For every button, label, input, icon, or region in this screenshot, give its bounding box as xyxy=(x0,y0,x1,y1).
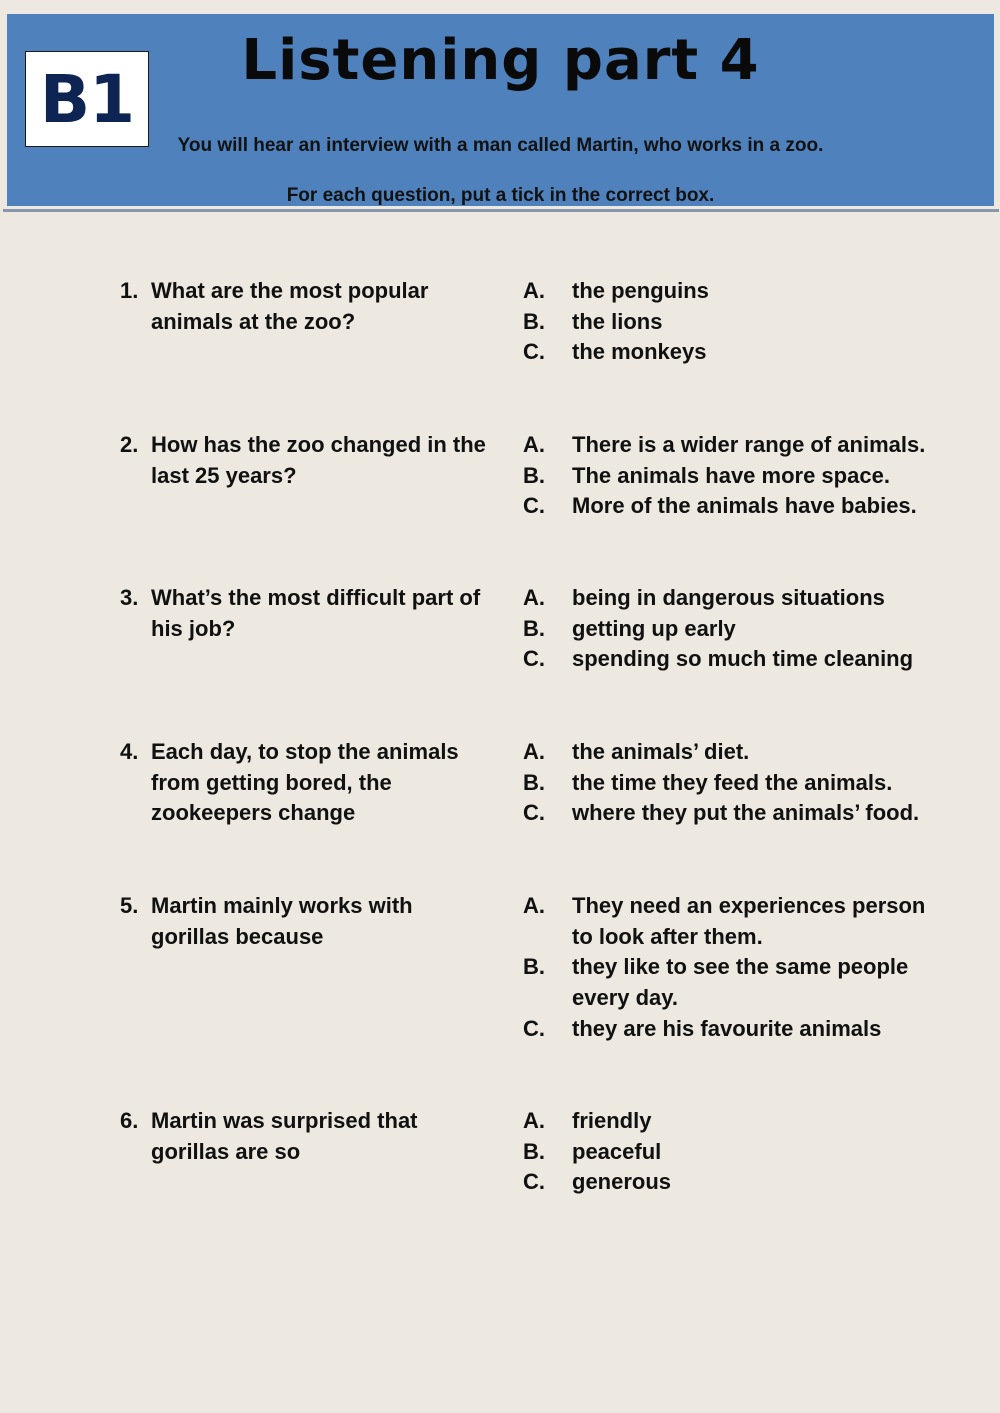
option-b[interactable] xyxy=(523,461,943,492)
question-number: 4. xyxy=(120,739,139,764)
option-letter: B. xyxy=(523,308,545,334)
question-number: 6. xyxy=(120,1108,139,1133)
option-c[interactable] xyxy=(523,798,943,829)
option-text: they are his favourite animals xyxy=(572,1015,882,1041)
option-b[interactable] xyxy=(523,768,943,799)
option-letter: A. xyxy=(523,1108,545,1133)
option-letter: A. xyxy=(523,585,545,610)
option-letter: C. xyxy=(523,646,545,672)
option-letter: B. xyxy=(523,615,545,641)
option-b[interactable] xyxy=(523,307,943,338)
option-text: the monkeys xyxy=(572,339,707,365)
header-banner xyxy=(7,14,994,206)
question-number: 1. xyxy=(120,278,139,303)
page-subtitle: You will hear an interview with a man called Martin, who works in a zoo. xyxy=(177,135,824,156)
option-letter: B. xyxy=(523,1138,545,1164)
option-text: peaceful xyxy=(572,1138,662,1164)
option-letter: A. xyxy=(523,278,545,303)
option-letter: C. xyxy=(523,339,545,365)
option-a[interactable] xyxy=(523,737,943,768)
option-letter: C. xyxy=(523,1169,545,1195)
option-text: More of the animals have babies. xyxy=(572,493,917,519)
question-text: Martin mainly works with gorillas because xyxy=(151,893,413,949)
option-text: they like to see the same people every day. xyxy=(572,954,909,1011)
page-title: Listening part 4 xyxy=(241,28,760,93)
answer-options xyxy=(523,891,943,1045)
option-text: spending so much time cleaning xyxy=(572,646,914,672)
option-b[interactable] xyxy=(523,614,943,645)
option-letter: A. xyxy=(523,893,545,918)
instruction-text: For each question, put a tick in the correct box. xyxy=(286,185,715,206)
option-letter: C. xyxy=(523,1015,545,1041)
option-letter: B. xyxy=(523,954,545,980)
option-a[interactable] xyxy=(523,1106,943,1137)
question-text: How has the zoo changed in the last 25 years? xyxy=(151,432,486,488)
question-number: 5. xyxy=(120,893,139,918)
option-text: There is a wider range of animals. xyxy=(572,432,926,457)
option-letter: B. xyxy=(523,462,545,488)
option-text: the time they feed the animals. xyxy=(572,769,893,795)
option-c[interactable] xyxy=(523,337,943,368)
question-text: Each day, to stop the animals from getting bored, the zookeepers change xyxy=(151,739,459,826)
option-a[interactable] xyxy=(523,276,943,307)
answer-options xyxy=(523,276,943,368)
option-text: the lions xyxy=(572,308,663,334)
option-c[interactable] xyxy=(523,644,943,675)
option-text: where they put the animals’ food. xyxy=(572,800,920,826)
option-b[interactable] xyxy=(523,952,943,1013)
option-letter: C. xyxy=(523,800,545,826)
option-text: The animals have more space. xyxy=(572,462,890,488)
option-letter: B. xyxy=(523,769,545,795)
level-badge: B1 xyxy=(25,51,149,147)
option-a[interactable] xyxy=(523,891,943,952)
answer-options xyxy=(523,1106,943,1198)
answer-options xyxy=(523,737,943,829)
answer-options xyxy=(523,583,943,675)
question-text: What are the most popular animals at the zoo? xyxy=(151,278,429,334)
option-text: being in dangerous situations xyxy=(572,585,885,610)
option-a[interactable] xyxy=(523,430,943,461)
header-divider xyxy=(3,209,999,212)
question-number: 2. xyxy=(120,432,139,457)
question-text: What’s the most difficult part of his job? xyxy=(151,585,481,641)
option-text: They need an experiences person to look after them. xyxy=(572,893,926,949)
option-b[interactable] xyxy=(523,1137,943,1168)
option-text: the penguins xyxy=(572,278,709,303)
option-letter: A. xyxy=(523,432,545,457)
question-text: Martin was surprised that gorillas are so xyxy=(151,1108,418,1164)
option-c[interactable] xyxy=(523,1167,943,1198)
option-letter: A. xyxy=(523,739,545,764)
option-text: the animals’ diet. xyxy=(572,739,750,764)
option-c[interactable] xyxy=(523,491,943,522)
option-text: friendly xyxy=(572,1108,652,1133)
option-letter: C. xyxy=(523,493,545,519)
question-number: 3. xyxy=(120,585,139,610)
option-text: generous xyxy=(572,1169,672,1195)
option-a[interactable] xyxy=(523,583,943,614)
option-c[interactable] xyxy=(523,1014,943,1045)
option-text: getting up early xyxy=(572,615,736,641)
answer-options xyxy=(523,430,943,522)
